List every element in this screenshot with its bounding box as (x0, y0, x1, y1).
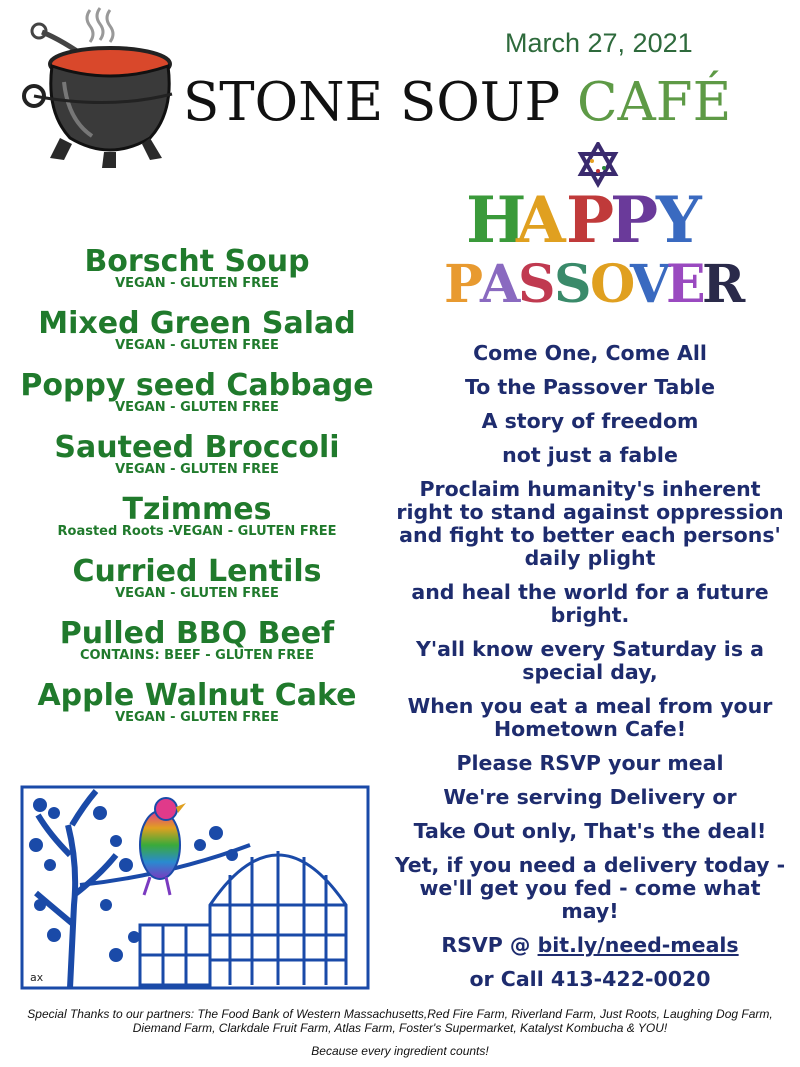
phone-line: or Call 413-422-0020 (469, 967, 711, 991)
date-label: March 27, 2021 (505, 28, 693, 58)
dish-note: VEGAN - GLUTEN FREE (115, 276, 279, 291)
poem-line: Yet, if you need a delivery today - we'll get you fed - come what may! (394, 853, 786, 923)
rsvp-prefix: RSVP @ (441, 933, 538, 957)
poem-line: When you eat a meal from your Hometown Cafe! (407, 694, 773, 741)
happy-a: A (516, 183, 566, 258)
title-main: STONE SOUP (183, 72, 577, 133)
dish-note: VEGAN - GLUTEN FREE (115, 586, 279, 601)
soup-pot-illustration (12, 2, 180, 170)
dish-note: VEGAN - GLUTEN FREE (115, 462, 279, 477)
partners-thanks: Special Thanks to our partners: The Food Bank of Western Massachusetts,Red Fire Farm, Riverland Farm, Just Roots, Laughing Dog Farm, Diemand Farm, Clarkdale Fruit Farm, Atlas Farm, Foster's Supermarket, Katalyst Kombucha & YOU! (27, 1007, 773, 1035)
passover-a: A (480, 254, 521, 315)
passover-s1: S (518, 254, 556, 315)
happy-p1: P (566, 183, 615, 258)
title-accent: CAFÉ (576, 72, 732, 133)
poem-line: not just a fable (502, 443, 678, 467)
poem-line: A story of freedom (481, 409, 699, 433)
dish-note: Roasted Roots -VEGAN - GLUTEN FREE (57, 524, 337, 539)
poem-line: Please RSVP your meal (456, 751, 724, 775)
dish-name: Curried Lentils (72, 554, 322, 589)
cafe-logo-title (183, 72, 732, 133)
dish-note: VEGAN - GLUTEN FREE (115, 710, 279, 725)
passover-e: E (666, 254, 706, 315)
happy-h: H (466, 183, 527, 258)
poem-line: To the Passover Table (464, 375, 715, 399)
dish-name: Sauteed Broccoli (54, 430, 340, 465)
menu-item (12, 556, 382, 601)
dish-note: VEGAN - GLUTEN FREE (115, 338, 279, 353)
dish-name: Mixed Green Salad (38, 306, 356, 341)
happy-y: Y (656, 183, 702, 258)
menu-item (12, 370, 382, 415)
menu-item (12, 494, 382, 539)
happy-passover-graphic (438, 142, 758, 342)
menu-item (12, 680, 382, 725)
dish-name: Pulled BBQ Beef (59, 616, 335, 651)
passover-v: V (630, 254, 671, 315)
menu-item (12, 308, 382, 353)
star-of-david-icon (581, 144, 615, 184)
menu-item (12, 618, 382, 663)
happy-p2: P (610, 183, 659, 258)
rsvp-line (390, 934, 790, 957)
tagline: Because every ingredient counts! (311, 1044, 489, 1058)
passover-poem (390, 342, 790, 1002)
poem-line: Proclaim humanity's inherent right to stand against oppression and fight to better each persons' daily plight (396, 477, 784, 570)
menu-list (12, 246, 382, 742)
passover-o: O (590, 254, 636, 315)
dish-name: Borscht Soup (84, 244, 310, 279)
dish-note: VEGAN - GLUTEN FREE (115, 400, 279, 415)
dish-name: Poppy seed Cabbage (20, 368, 374, 403)
passover-r: R (702, 254, 746, 315)
dish-note: CONTAINS: BEEF - GLUTEN FREE (79, 648, 315, 663)
passover-p: P (444, 254, 484, 315)
dish-name: Tzimmes (122, 492, 272, 527)
menu-item (12, 246, 382, 291)
artist-initials: ax (30, 971, 44, 984)
bird-cage-artwork (20, 785, 370, 990)
poem-line: Y'all know every Saturday is a special day, (416, 637, 764, 684)
rsvp-link[interactable]: bit.ly/need-meals (537, 933, 739, 957)
passover-s2: S (554, 254, 592, 315)
dish-name: Apple Walnut Cake (37, 678, 357, 713)
menu-item (12, 432, 382, 477)
poem-line: Take Out only, That's the deal! (413, 819, 767, 843)
poem-line: We're serving Delivery or (443, 785, 737, 809)
poem-line: Come One, Come All (473, 341, 707, 365)
poem-line: and heal the world for a future bright. (411, 580, 769, 627)
